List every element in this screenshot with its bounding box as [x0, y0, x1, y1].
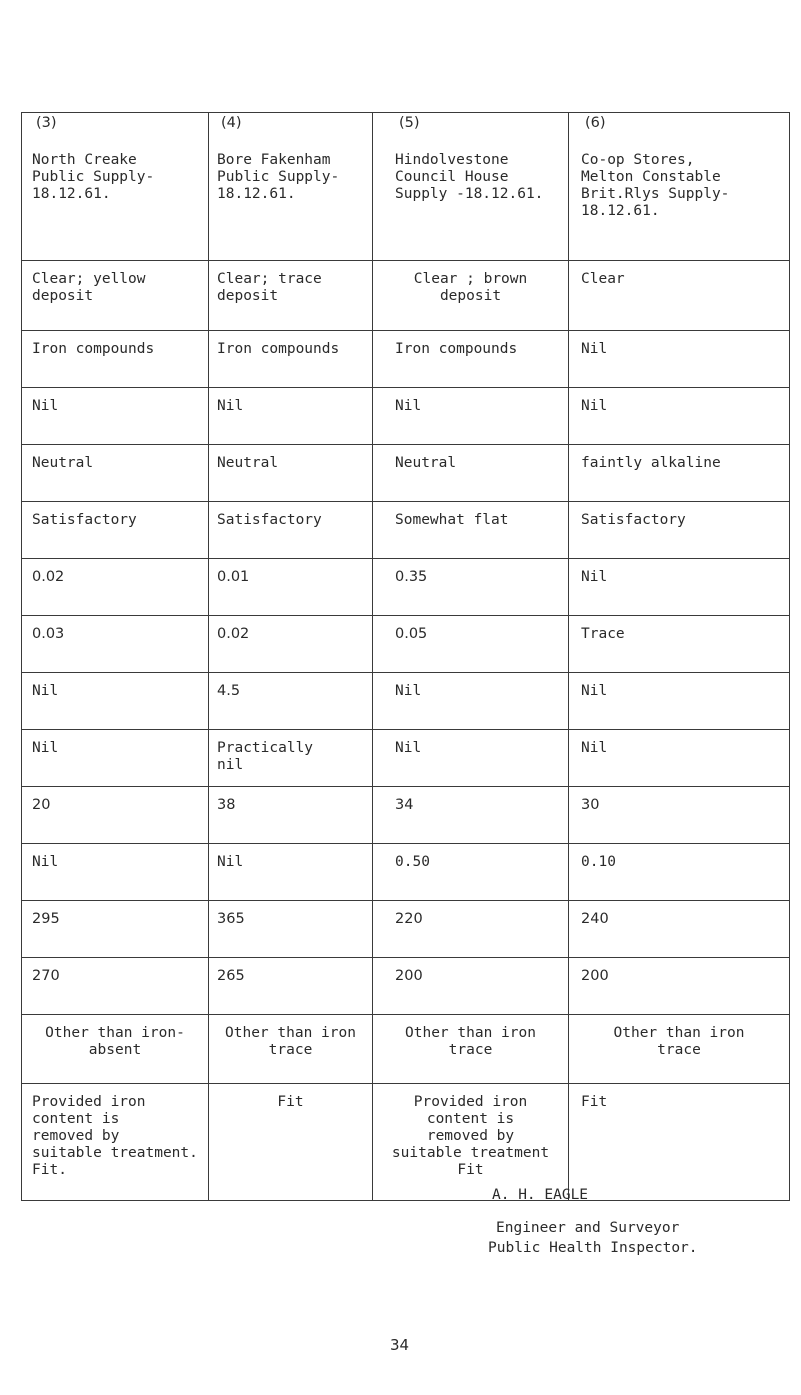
- table-row: [22, 445, 790, 502]
- table-cell: 200: [373, 958, 569, 1015]
- table-cell: Neutral: [209, 445, 373, 502]
- table-cell: 0.02: [22, 559, 209, 616]
- table-cell: Nil: [209, 388, 373, 445]
- table-cell: 265: [209, 958, 373, 1015]
- table-cell: Nil: [22, 844, 209, 901]
- table-cell: Nil: [373, 673, 569, 730]
- table-cell: Other than iron trace: [373, 1015, 569, 1084]
- table-cell: Nil: [22, 730, 209, 787]
- table-cell: Practically nil: [209, 730, 373, 787]
- table-cell: 270: [22, 958, 209, 1015]
- table-cell: Fit: [209, 1084, 373, 1201]
- table-cell: 365: [209, 901, 373, 958]
- table-cell: Nil: [209, 844, 373, 901]
- table-cell: Nil: [22, 673, 209, 730]
- table-row: [22, 958, 790, 1015]
- table-cell: Nil: [569, 673, 790, 730]
- table-cell: Iron compounds: [373, 331, 569, 388]
- table-cell: 0.10: [569, 844, 790, 901]
- table-row: [22, 388, 790, 445]
- table-cell: Nil: [373, 388, 569, 445]
- signatory-title: Public Health Inspector.: [488, 1240, 698, 1256]
- column-header-north-creake: [22, 113, 209, 261]
- table-cell: 220: [373, 901, 569, 958]
- table-cell: Somewhat flat: [373, 502, 569, 559]
- column-heading: North Creake Public Supply- 18.12.61.: [32, 152, 155, 202]
- water-analysis-table: [21, 112, 790, 1201]
- table-row: [22, 331, 790, 388]
- table-cell: 38: [209, 787, 373, 844]
- table-cell: 0.50: [373, 844, 569, 901]
- table-cell: 0.03: [22, 616, 209, 673]
- table-cell: 295: [22, 901, 209, 958]
- table-row: [22, 673, 790, 730]
- table-cell: Clear; trace deposit: [209, 261, 373, 331]
- table-cell: Other than iron- absent: [22, 1015, 209, 1084]
- table-cell: 0.05: [373, 616, 569, 673]
- column-number: (4): [221, 115, 242, 131]
- table-cell: Nil: [569, 559, 790, 616]
- table-cell: Other than iron trace: [209, 1015, 373, 1084]
- table-cell: Clear; yellow deposit: [22, 261, 209, 331]
- column-number: (5): [399, 115, 420, 131]
- table-row: [22, 261, 790, 331]
- table-cell: Iron compounds: [209, 331, 373, 388]
- signatory-title: Engineer and Surveyor: [496, 1220, 680, 1236]
- table-cell: Satisfactory: [22, 502, 209, 559]
- table-cell: Other than iron trace: [569, 1015, 790, 1084]
- table-cell: Neutral: [373, 445, 569, 502]
- table-cell: Satisfactory: [209, 502, 373, 559]
- table-cell: Fit: [569, 1084, 790, 1201]
- table-cell: 4.5: [209, 673, 373, 730]
- table-cell: Iron compounds: [22, 331, 209, 388]
- column-header-hindolvestone: [373, 113, 569, 261]
- table-cell: Nil: [373, 730, 569, 787]
- table-cell: Neutral: [22, 445, 209, 502]
- table-row: [22, 616, 790, 673]
- table-cell: faintly alkaline: [569, 445, 790, 502]
- signatory-name: A. H. EAGLE: [492, 1187, 589, 1203]
- table-cell: 0.35: [373, 559, 569, 616]
- table-cell: Nil: [22, 388, 209, 445]
- table-cell: Nil: [569, 331, 790, 388]
- column-header-bore-fakenham: [209, 113, 373, 261]
- table-cell: Provided iron content is removed by suitable treatment. Fit.: [22, 1084, 209, 1201]
- table-cell: Satisfactory: [569, 502, 790, 559]
- table-cell: Clear ; brown deposit: [373, 261, 569, 331]
- table-cell: 0.01: [209, 559, 373, 616]
- table-cell: Trace: [569, 616, 790, 673]
- table-row: [22, 844, 790, 901]
- column-number: (6): [585, 115, 606, 131]
- column-heading: Co-op Stores, Melton Constable Brit.Rlys Supply- 18.12.61.: [581, 152, 730, 219]
- table-cell: Nil: [569, 388, 790, 445]
- table-header-row: [22, 113, 790, 261]
- table-cell: 240: [569, 901, 790, 958]
- table-cell: Nil: [569, 730, 790, 787]
- table-row: [22, 559, 790, 616]
- table-cell: Clear: [569, 261, 790, 331]
- table-cell: 200: [569, 958, 790, 1015]
- table-row: [22, 1015, 790, 1084]
- page-number: 34: [390, 1336, 410, 1354]
- table-row: [22, 1084, 790, 1201]
- signature-block: [380, 1185, 740, 1258]
- table-cell: 20: [22, 787, 209, 844]
- column-header-melton-constable: [569, 113, 790, 261]
- table-cell: 34: [373, 787, 569, 844]
- table-row: [22, 901, 790, 958]
- column-heading: Bore Fakenham Public Supply- 18.12.61.: [217, 152, 340, 202]
- table-cell: 0.02: [209, 616, 373, 673]
- table-row: [22, 730, 790, 787]
- column-number: (3): [36, 115, 57, 131]
- table-row: [22, 787, 790, 844]
- table-cell: 30: [569, 787, 790, 844]
- column-heading: Hindolvestone Council House Supply -18.12.61.: [395, 152, 544, 202]
- table-cell: Provided iron content is removed by suitable treatment Fit: [373, 1084, 569, 1201]
- table-row: [22, 502, 790, 559]
